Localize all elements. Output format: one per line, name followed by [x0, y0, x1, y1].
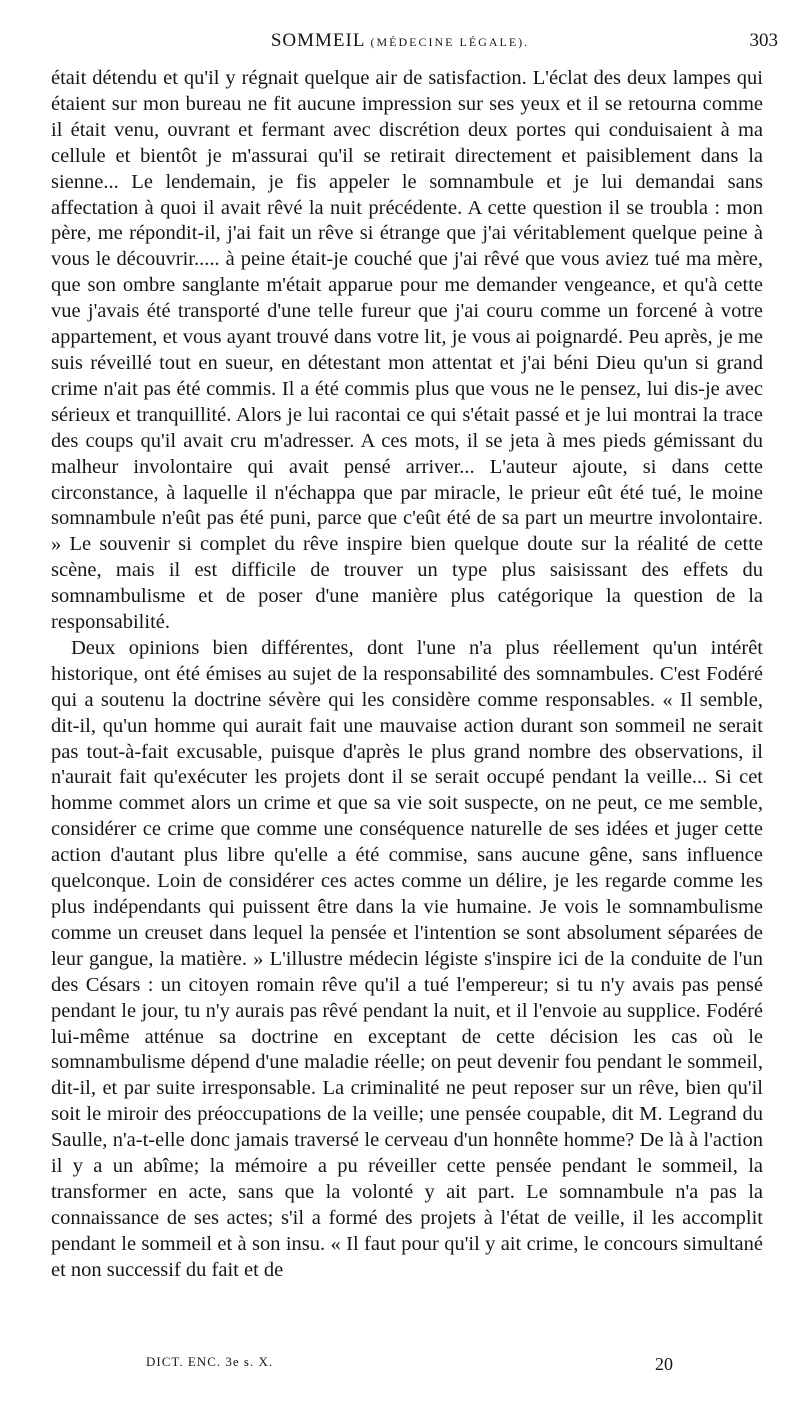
running-head	[0, 30, 800, 60]
running-title	[0, 30, 800, 52]
paragraph-continuation: était détendu et qu'il y régnait quelque air de satisfaction. L'éclat des deux lampes qui étaient sur mon bureau ne fit aucune impression sur ses yeux et il se retourna comme il était venu, ouvrant et fermant avec discrétion deux portes qui conduisaient à ma cellule et bientôt je m'assurai qu'il se retirait directement et paisiblement dans la sienne... Le lendemain, je fis appeler le somnambule et je lui demandai sans affectation à quoi il avait rêvé la nuit précédente. A cette question il se troubla : mon père, me répondit-il, j'ai fait un rêve si étrange que j'ai véritablement quelque peine à vous le découvrir..... à peine était-je couché que j'ai rêvé que vous aviez tué ma mère, que son ombre sanglante m'était apparue pour me demander vengeance, et qu'à cette vue j'avais été transporté d'une telle fureur que j'ai couru comme un forcené à votre appartement, et vous ayant trouvé dans votre lit, je vous ai poignardé. Peu après, je me suis réveillé tout en sueur, en détestant mon attentat et j'ai béni Dieu qu'un si grand crime n'ait pas été commis. Il a été commis plus que vous ne le pensez, lui dis-je avec sérieux et tranquillité. Alors je lui racontai ce qui s'était passé et je lui montrai la trace des coups qu'il avait cru m'adresser. A ces mots, il se jeta à mes pieds gémissant du malheur involontaire qui avait pensé arriver... L'auteur ajoute, si dans cette circonstance, à laquelle il n'échappa que par miracle, le prieur eût été tué, le moine somnambule n'eût pas été puni, parce que c'eût été de sa part un meurtre involontaire. » Le souvenir si complet du rêve inspire bien quelque doute sur la réalité de cette scène, mais il est difficile de trouver un type plus saisissant des effets du somnambulisme et de poser d'une manière plus catégorique la question de la responsabilité.	[51, 67, 763, 634]
paragraph-responsibility: Deux opinions bien différentes, dont l'une n'a plus réellement qu'un intérêt historique, ont été émises au sujet de la responsabilité des somnambules. C'est Fodéré qui a soutenu la doctrine sévère qui les considère comme responsables. « Il semble, dit-il, qu'un homme qui aurait fait une mauvaise action durant son sommeil ne serait pas tout-à-fait excusable, puisque d'après le plus grand nombre des observations, il n'aurait fait qu'exécuter les projets dont il se serait occupé pendant la veille... Si cet homme commet alors un crime et que sa vie soit suspecte, on ne peut, ce me semble, considérer ce crime que comme une conséquence naturelle de ses idées et juger cette action d'autant plus libre qu'elle a été commise, sans aucune gêne, sans influence quelconque. Loin de considérer ces actes comme un délire, je les regarde comme les plus indépendants qui puissent être dans la vie humaine. Je vois le somnambulisme comme un creuset dans lequel la pensée et l'intention se sont absolument séparées de leur gangue, la matière. » L'illustre médecin légiste s'inspire ici de la conduite de l'un des Césars : un citoyen romain rêve qu'il a tué l'empereur; si tu n'y avais pas pensé pendant le jour, tu n'y aurais pas rêvé pendant la nuit, et il l'envoie au supplice. Fodéré lui-même atténue sa doctrine en exceptant de cette décision les cas où le somnambulisme dépend d'une maladie réelle; on peut devenir fou pendant le sommeil, dit-il, et par suite irresponsable. La criminalité ne peut reposer sur un rêve, bien qu'il soit le miroir des préoccupations de la veille; une pensée coupable, dit M. Legrand du Saulle, n'a-t-elle donc jamais traversé le cerveau d'un honnête homme? De là à l'action il y a un abîme; la mémoire a pu réveiller cette pensée pendant le sommeil, la transformer en acte, sans que la volonté y ait part. Le somnambule n'a pas la connaissance de ses actes; s'il a formé des projets à l'état de veille, il les accomplit pendant le sommeil et à son insu. « Il faut pour qu'il y ait crime, le concours simultané et non successif du fait et de	[51, 636, 763, 1281]
signature-number: 20	[655, 1354, 673, 1374]
page-footer	[0, 1354, 800, 1384]
body-text	[51, 66, 763, 1284]
running-title-main: SOMMEIL	[270, 30, 365, 51]
printer-signature: DICT. ENC. 3e s. X.	[146, 1354, 274, 1369]
running-title-subtitle: (MÉDECINE LÉGALE).	[370, 35, 530, 49]
page-number: 303	[749, 30, 778, 51]
